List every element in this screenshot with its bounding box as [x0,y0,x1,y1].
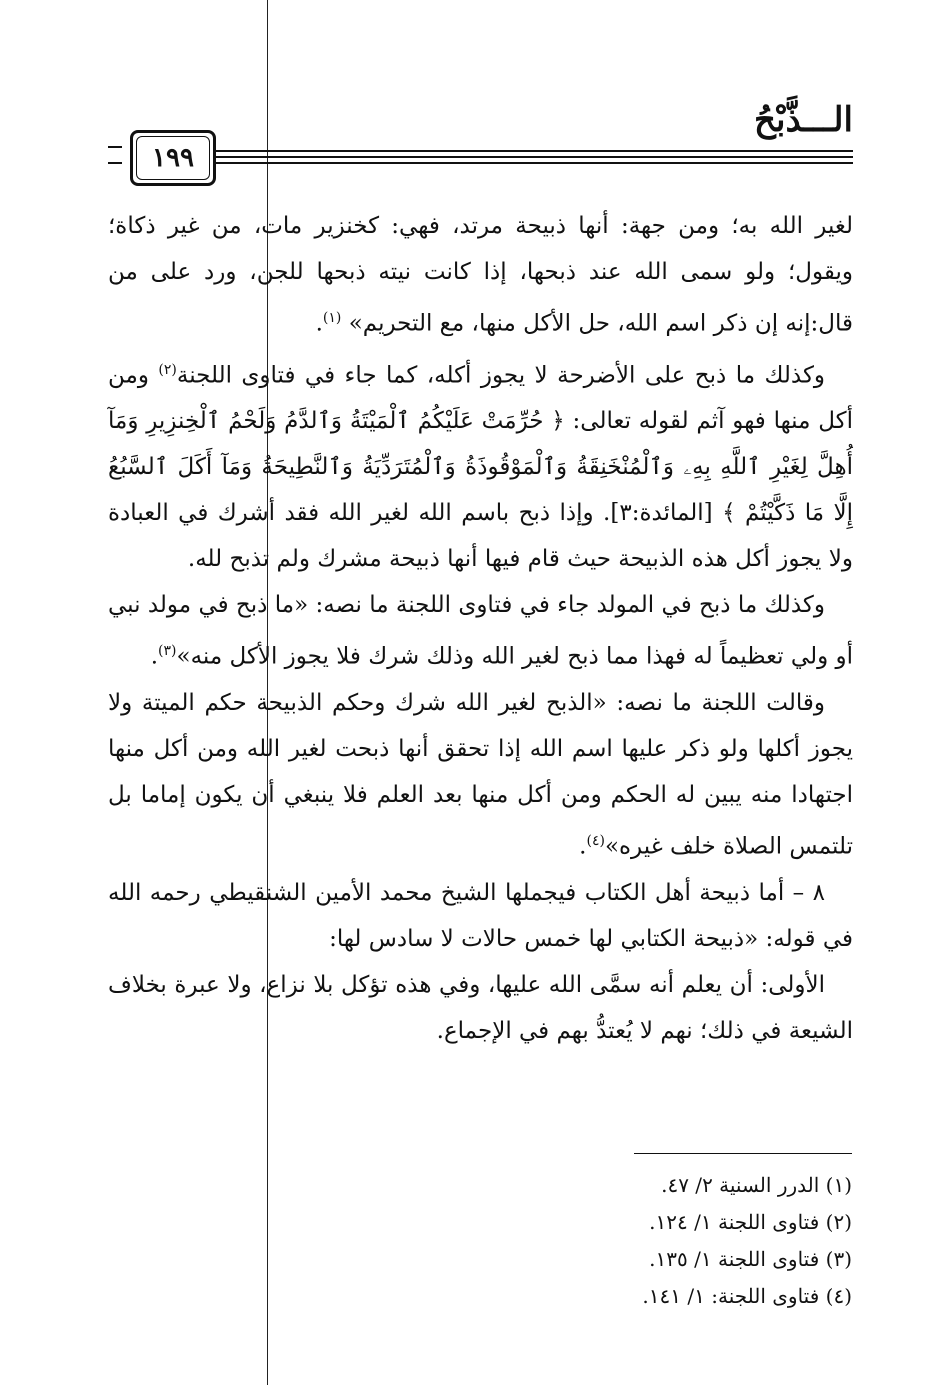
footnote-4: (٤) فتاوى اللجنة: ١/ ١٤١. [642,1284,852,1308]
running-title: الـــذَّبْحُ [754,100,853,140]
paragraph-2: وكذلك ما ذبح على الأضرحة لا يجوز أكله، كما جاء في فتاوى اللجنة$^{(٢)}$ ومن أكل منها فهو آثم لقوله تعالى: ﴿ حُرِّمَتْ عَلَيْكُمُ ٱلْمَيْتَةُ وَٱلدَّمُ وَلَحْمُ ٱلْخِنزِيرِ وَمَآ أُهِلَّ لِغَيْرِ ٱللَّهِ بِهِۦ وَٱلْمُنْخَنِقَةُ وَٱلْمَوْقُوذَةُ وَٱلْمُتَرَدِّيَةُ وَٱلنَّطِيحَةُ وَمَآ أَكَلَ ٱلسَّبُعُ إِلَّا مَا ذَكَّيْتُمْ ﴾ [المائدة:٣]. وإذا ذبح باسم الله لغير الله فقد أشرك في العبادة ولا يجوز أكل هذه الذبيحة حيث قام فيها أنها ذبيحة مشرك ولم تذبح لله. [108,361,853,573]
paragraph-6: الأولى: أن يعلم أنه سمَّى الله عليها، وفي هذه تؤكل بلا نزاع، ولا عبرة بخلاف الشيعة في ذلك؛ نهم لا يُعتدُّ بهم في الإجماع. [108,971,853,1044]
main-text [108,203,853,1054]
header-rule-end-mark [108,146,122,164]
header-rule [216,150,853,152]
footnote-separator [634,1153,852,1154]
footnotes [400,1167,852,1315]
header-rule [216,156,853,158]
header-rule [216,162,853,164]
page-number: ١٩٩ [136,136,210,180]
footnote-ref-3[interactable]: (٣) [158,643,177,660]
paragraph-5: ٨ – أما ذبيحة أهل الكتاب فيجملها الشيخ محمد الأمين الشنقيطي رحمه الله في قوله: «ذبيحة الكتابي لها خمس حالات لا سادس لها: [108,879,853,952]
paragraph-4: وقالت اللجنة ما نصه: «الذبح لغير الله شرك وحكم الذبيحة حكم الميتة ولا يجوز أكلها ولو ذكر عليها اسم الله إذا تحقق أنها ذبحت لغير الله ومن أكل منها اجتهادا منه يبين له الحكم ومن أكل منها بعد العلم فلا ينبغي أن يكون إماما بل تلتمس الصلاة خلف غيره»$^{(٤)}$. [108,689,853,860]
footnote-3: (٣) فتاوى اللجنة ١/ ١٣٥. [649,1247,852,1271]
footnote-1: (١) الدرر السنية ٢/ ٤٧. [661,1173,852,1197]
paragraph-1: لغير الله به؛ ومن جهة: أنها ذبيحة مرتد، فهي: كخنزير مات، من غير ذكاة؛ ويقول؛ ولو سمى الله عند ذبحها، إذا كانت نيته ذبحها للجن، ورد على من قال:إنه إن ذكر اسم الله، حل الأكل منها، مع التحريم» $^{(١)}$. [108,213,853,337]
page-number-frame [130,130,216,186]
paragraph-3: وكذلك ما ذبح في المولد جاء في فتاوى اللجنة ما نصه: «ما ذبح في مولد نبي أو ولي تعظيماً له فهذا مما ذبح لغير الله وذلك شرك فلا يجوز الأكل منه»$^{(٣)}$. [108,592,853,670]
footnote-ref-4[interactable]: (٤) [586,832,605,849]
footnote-ref-2[interactable]: (٢) [158,361,177,378]
footnote-2: (٢) فتاوى اللجنة ١/ ١٢٤. [649,1210,852,1234]
page-header [108,100,853,190]
footnote-ref-1[interactable]: (١) [322,310,342,326]
